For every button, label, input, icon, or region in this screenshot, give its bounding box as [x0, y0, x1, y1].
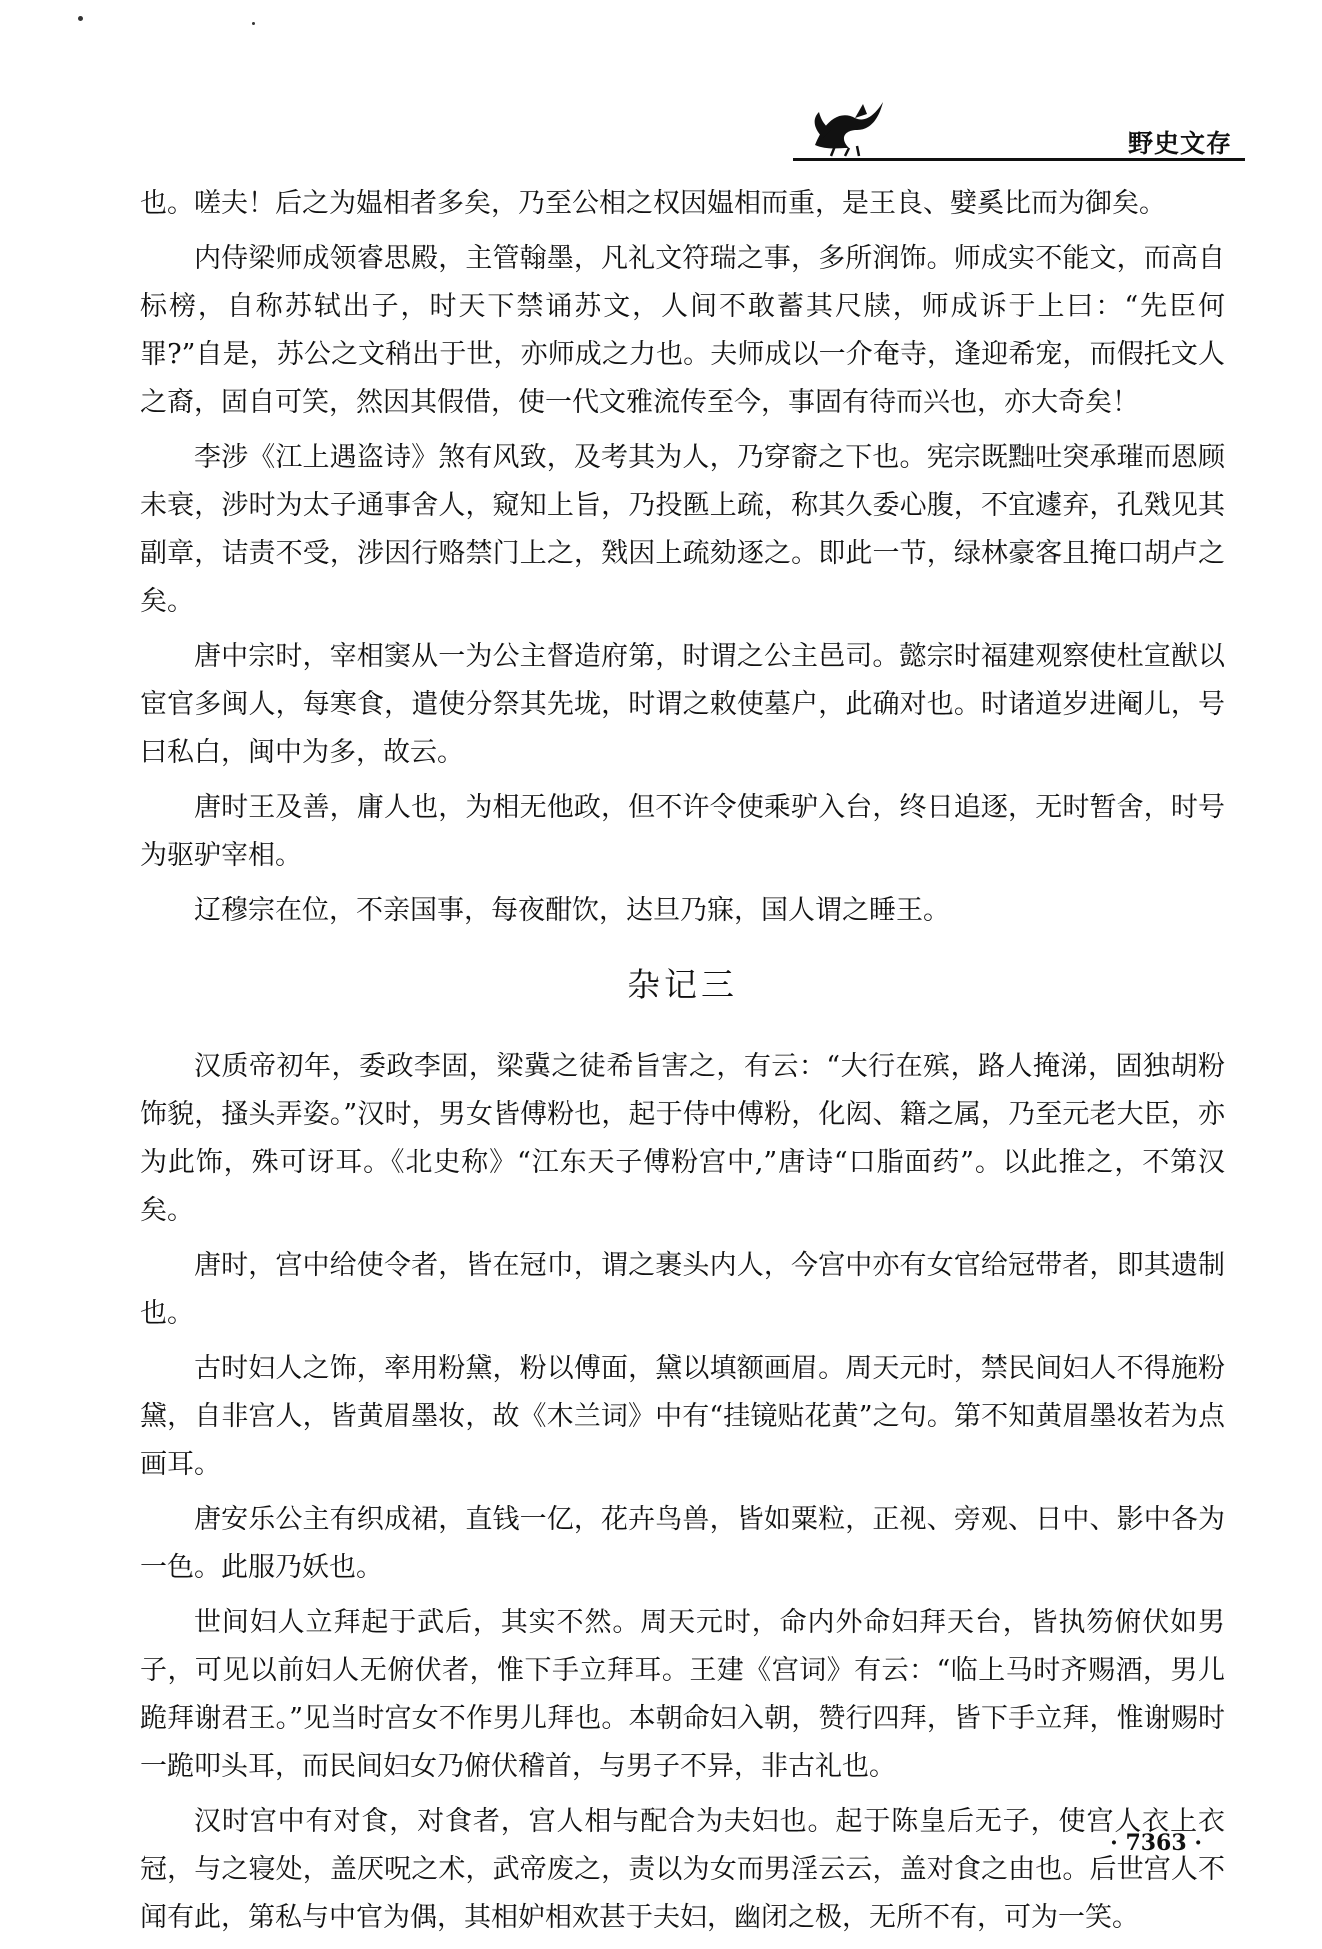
page-number: · 7363 · [1110, 1830, 1202, 1856]
header-rule [793, 158, 1245, 161]
paragraph: 汉时宫中有对食，对食者，宫人相与配合为夫妇也。起于陈皇后无子，使宫人衣上衣冠，与之寝处，盖厌呪之术，武帝废之，责以为女而男淫云云，盖对食之由也。后世宫人不闻有此，第私与中官为偶，其相妒相欢甚于夫妇，幽闭之极，无所不有，可为一笑。 [140, 1806, 1225, 1933]
paragraph: 也。嗟夫！后之为媪相者多矣，乃至公相之权因媪相而重，是王良、嬖奚比而为御矣。 [140, 188, 1166, 219]
scan-speck [252, 22, 255, 25]
paragraph: 唐安乐公主有织成裙，直钱一亿，花卉鸟兽，皆如粟粒，正视、旁观、日中、影中各为一色。此服乃妖也。 [140, 1504, 1225, 1583]
paragraph: 李涉《江上遇盗诗》煞有风致，及考其为人，乃穿窬之下也。宪宗既黜吐突承璀而恩顾未衰，涉时为太子通事舍人，窥知上旨，乃投匦上疏，称其久委心腹，不宜遽弃，孔戣见其副章，诘责不受，涉因行赂禁门上之，戣因上疏劾逐之。即此一节，绿林豪客且掩口胡卢之矣。 [140, 442, 1225, 617]
paragraph: 唐时王及善，庸人也，为相无他政，但不许令使乘驴入台，终日追逐，无时暂舍，时号为驱驴宰相。 [140, 792, 1225, 871]
running-header [785, 82, 1250, 162]
paragraph: 世间妇人立拜起于武后，其实不然。周天元时，命内外命妇拜天台，皆执笏俯伏如男子，可见以前妇人无俯伏者，惟下手立拜耳。王建《宫词》有云：“临上马时齐赐酒，男儿跪拜谢君王。”见当时宫女不作男儿拜也。本朝命妇入朝，赞行四拜，皆下手立拜，惟谢赐时一跪叩头耳，而民间妇女乃俯伏稽首，与男子不异，非古礼也。 [140, 1607, 1225, 1782]
paragraph: 唐时，宫中给使令者，皆在冠巾，谓之裹头内人，今宫中亦有女官给冠带者，即其遗制也。 [140, 1250, 1225, 1329]
paragraph: 辽穆宗在位，不亲国事，每夜酣饮，达旦乃寐，国人谓之睡王。 [194, 895, 950, 926]
paragraph: 古时妇人之饰，率用粉黛，粉以傅面，黛以填额画眉。周天元时，禁民间妇人不得施粉黛，自非宫人，皆黄眉墨妆，故《木兰词》中有“挂镜贴花黄”之句。第不知黄眉墨妆若为点画耳。 [140, 1353, 1225, 1480]
section-title: 杂记三 [627, 965, 738, 1004]
page-body [140, 180, 1225, 1949]
paragraph: 汉质帝初年，委政李固，梁冀之徒希旨害之，有云：“大行在殡，路人掩涕，固独胡粉饰貌，搔头弄姿。”汉时，男女皆傅粉也，起于侍中傅粉，化闳、籍之属，乃至元老大臣，亦为此饰，殊可讶耳。《北史称》“江东天子傅粉宫中,”唐诗“口脂面药”。以此推之，不第汉矣。 [140, 1051, 1225, 1226]
scan-speck [78, 16, 83, 21]
paragraph: 内侍梁师成领睿思殿，主管翰墨，凡礼文符瑞之事，多所润饰。师成实不能文，而高自标榜，自称苏轼出子，时天下禁诵苏文，人间不敢蓄其尺牍，师成诉于上曰：“先臣何罪?”自是，苏公之文稍出于世，亦师成之力也。夫师成以一介奄寺，逢迎希宠，而假托文人之裔，固自可笑，然因其假借，使一代文雅流传至今，事固有待而兴也，亦大奇矣！ [140, 243, 1225, 418]
paragraph: 唐中宗时，宰相窦从一为公主督造府第，时谓之公主邑司。懿宗时福建观察使杜宣猷以宦官多闽人，每寒食，遣使分祭其先垅，时谓之敕使墓户，此确对也。时诸道岁进阉儿，号曰私白，闽中为多，故云。 [140, 641, 1225, 768]
dragon-icon [805, 90, 895, 160]
series-title: 野史文存 [1127, 129, 1232, 158]
